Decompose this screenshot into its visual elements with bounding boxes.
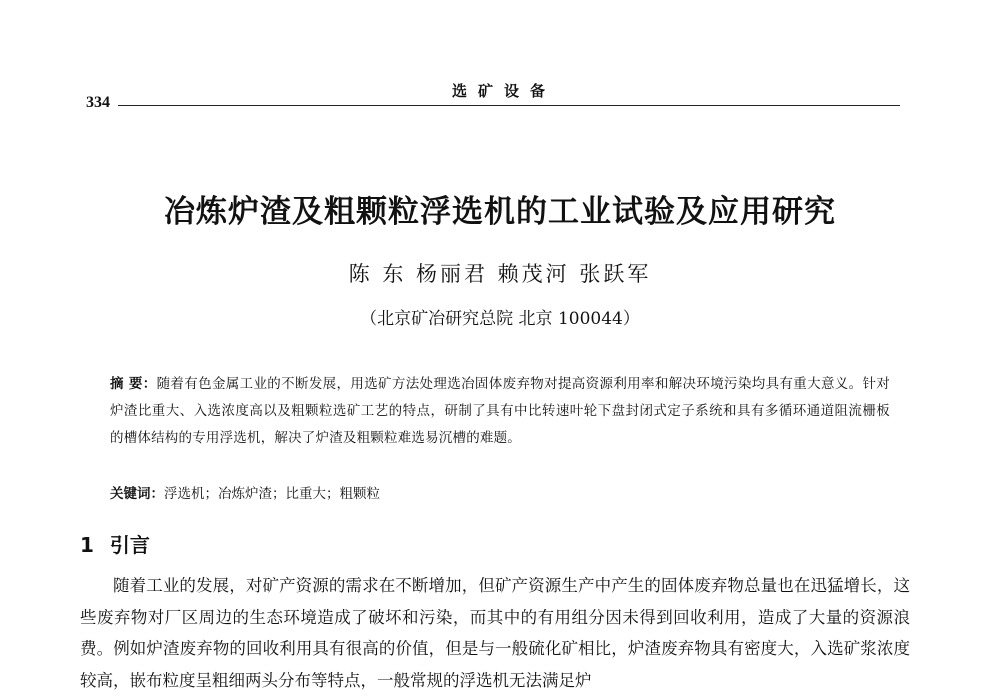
keywords-label: 关键词： — [110, 486, 164, 502]
section-heading — [80, 529, 150, 558]
abstract — [110, 371, 890, 452]
abstract-label: 摘 要： — [110, 376, 157, 392]
abstract-text: 随着有色金属工业的不断发展，用选矿方法处理选冶固体废弃物对提高资源利用率和解决环境污染均具有重大意义。针对炉渣比重大、入选浓度高以及粗颗粒选矿工艺的特点，研制了具有中比转速叶轮下盘封闭式定子系统和具有多循环通道阻流栅板的槽体结构的专用浮选机，解决了炉渣及粗颗粒难选易沉槽的难题。 — [110, 376, 891, 446]
header-rule — [118, 105, 900, 106]
paper-title: 冶炼炉渣及粗颗粒浮选机的工业试验及应用研究 — [164, 194, 836, 230]
body-paragraph: 随着工业的发展，对矿产资源的需求在不断增加，但矿产资源生产中产生的固体废弃物总量也在迅猛增长，这些废弃物对厂区周边的生态环境造成了破坏和污染，而其中的有用组分因未得到回收利用，造成了大量的资源浪费。例如炉渣废弃物的回收利用具有很高的价值，但是与一般硫化矿相比，炉渣废弃物具有密度大，入选矿浆浓度较高，嵌布粒度呈粗细两头分布等特点，一般常规的浮选机无法满足炉 — [80, 576, 910, 690]
journal-name: 选矿设备 — [451, 82, 556, 100]
authors: 陈 东 杨丽君 赖茂河 张跃军 — [348, 262, 652, 286]
keywords — [110, 482, 890, 502]
keywords-text: 浮选机；冶炼炉渣；比重大；粗颗粒 — [164, 486, 380, 502]
section-title: 引言 — [109, 533, 150, 557]
section-number: 1 — [80, 533, 94, 557]
page-number: 334 — [86, 94, 110, 111]
affiliation: （北京矿冶研究总院 北京 100044） — [360, 309, 640, 329]
